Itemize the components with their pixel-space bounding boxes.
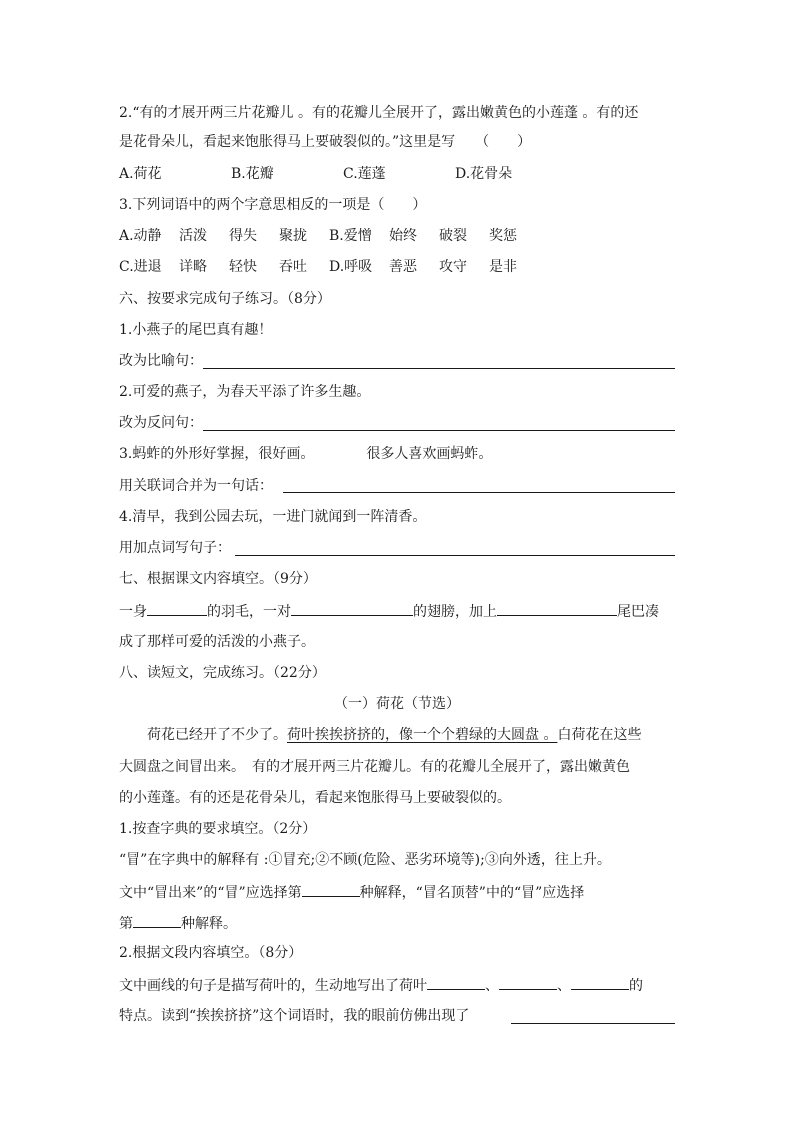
q2-options [119, 164, 512, 184]
q3-row2 [119, 257, 517, 277]
q2-answer-paren[interactable]: （ ） [475, 134, 532, 150]
s7-line-2: 成了那样可爱的活泼的小燕子。 [119, 634, 315, 650]
s7-text: 尾巴凑 [617, 604, 659, 620]
s8-q1-definitions: “冒”在字典中的解释有 :①冒充;②不顾(危险、恶劣环境等);③向外透，往上升。 [119, 852, 611, 868]
q3-option-b[interactable]: B.爱憎 [329, 228, 372, 244]
q2-line1: 2.“有的才展开两三片花瓣儿 。有的花瓣儿全展开了，露出嫩黄色的小莲蓬 。有的还 [119, 105, 639, 121]
s6-item-1-label: 改为比喻句： [119, 353, 203, 369]
s6-item-4-answer-line[interactable] [235, 555, 675, 556]
q3-word: 活泼 [179, 228, 207, 244]
s8-q1-text: 文中“冒出来”的“冒”应选择第 [119, 885, 302, 901]
q3-word: 得失 [229, 228, 257, 244]
s7-blank-3[interactable] [497, 600, 617, 616]
q3-option-d[interactable]: D.呼吸 [329, 259, 373, 275]
q3-word: 轻快 [229, 259, 257, 275]
s8-q2-line-a [119, 974, 643, 996]
q3-word: 奖惩 [489, 228, 517, 244]
s8-q1-blank-2[interactable] [133, 912, 181, 928]
s8-q2: 2.根据文段内容填空。（8分） [119, 945, 303, 961]
s7-blank-2[interactable] [291, 600, 413, 616]
passage-line-1 [147, 725, 641, 745]
q3-word: 详略 [179, 259, 207, 275]
q3-option-a[interactable]: A.动静 [119, 228, 162, 244]
q3-word: 吞吐 [279, 259, 307, 275]
s6-item-2: 2.可爱的燕子，为春天平添了许多生趣。 [119, 384, 371, 400]
q3-stem: 3.下列词语中的两个字意思相反的一项是（ ） [119, 197, 427, 213]
s8-q2-text: 的 [629, 978, 643, 994]
s8-q2-text: 文中画线的句子是描写荷叶的，生动地写出了荷叶 [119, 978, 427, 994]
s8-q2-blank-3[interactable] [571, 974, 629, 990]
s8-q2-line-b: 特点。读到“挨挨挤挤”这个词语时，我的眼前仿佛出现了 [119, 1008, 470, 1024]
q3-row1 [119, 226, 517, 246]
passage-text: 荷花已经开了不少了。 [147, 727, 287, 743]
section-7-heading: 七、根据课文内容填空。（9分） [119, 571, 317, 587]
q3-word: 是非 [489, 259, 517, 275]
q2-option-a[interactable]: A.荷花 [119, 166, 162, 182]
q2-line2-text: 是花骨朵儿，看起来饱胀得马上要破裂似的。”这里是写 [119, 134, 456, 150]
s6-item-3 [119, 444, 492, 464]
s6-item-3-label: 用关联词合并为一句话： [119, 478, 273, 494]
s8-q1: 1.按查字典的要求填空。（2分） [119, 821, 317, 837]
passage-line-2: 大圆盘之间冒出来。 有的才展开两三片花瓣儿。有的花瓣儿全展开了，露出嫩黄色 [119, 759, 630, 775]
s7-fill-line-1 [119, 600, 659, 622]
q2-option-b[interactable]: B.花瓣 [231, 166, 274, 182]
section-8-heading: 八、读短文，完成练习。（22分） [119, 665, 326, 681]
s8-q1-line-b [119, 881, 584, 903]
passage-line-3: 的小莲蓬。有的还是花骨朵儿，看起来饱胀得马上要破裂似的。 [119, 790, 511, 806]
s6-item-3-sentence-b: 很多人喜欢画蚂蚱。 [366, 446, 493, 462]
q2-option-d[interactable]: D.花骨朵 [455, 166, 513, 182]
s8-q1-text: 种解释，“冒名顶替”中的“冒”应选择 [359, 885, 585, 901]
s8-q2-sep: 、 [557, 978, 571, 994]
passage-text: 白荷花在这些 [557, 727, 642, 743]
passage-underlined-sentence: 荷叶挨挨挤挤的，像一个个碧绿的大圆盘 。 [287, 727, 558, 743]
s7-text: 的羽毛，一对 [207, 604, 291, 620]
q3-option-c[interactable]: C.进退 [119, 259, 162, 275]
q3-word: 破裂 [439, 228, 467, 244]
q3-word: 聚拢 [279, 228, 307, 244]
s6-item-2-label: 改为反问句： [119, 415, 203, 431]
s8-q1-line-c [119, 912, 237, 934]
s6-item-1: 1.小燕子的尾巴真有趣！ [119, 322, 273, 338]
s8-q2-answer-line[interactable] [511, 1023, 675, 1024]
s7-text: 一身 [119, 604, 147, 620]
s7-blank-1[interactable] [147, 600, 207, 616]
s6-item-2-answer-line[interactable] [203, 430, 675, 431]
section-6-heading: 六、按要求完成句子练习。（8分） [119, 291, 331, 307]
q2-option-c[interactable]: C.莲蓬 [343, 166, 386, 182]
s6-item-1-answer-line[interactable] [203, 368, 675, 369]
s6-item-3-answer-line[interactable] [283, 492, 675, 493]
s8-q1-text: 种解释。 [181, 916, 237, 932]
s8-q1-text: 第 [119, 916, 133, 932]
passage-title: （一）荷花（节选） [334, 696, 460, 712]
q2-line2 [119, 132, 531, 152]
s6-item-4-label: 用加点词写句子： [119, 540, 231, 556]
q3-word: 攻守 [439, 259, 467, 275]
s6-item-4: 4.清早，我到公园去玩，一进门就闻到一阵清香。 [119, 509, 427, 525]
s8-q2-blank-1[interactable] [427, 974, 485, 990]
q3-word: 始终 [389, 228, 417, 244]
s8-q2-sep: 、 [485, 978, 499, 994]
s8-q2-blank-2[interactable] [499, 974, 557, 990]
q3-word: 善恶 [389, 259, 417, 275]
s7-text: 的翅膀，加上 [413, 604, 497, 620]
s8-q1-blank-1[interactable] [302, 881, 360, 897]
s6-item-3-sentence-a: 3.蚂蚱的外形好掌握，很好画。 [119, 446, 315, 462]
